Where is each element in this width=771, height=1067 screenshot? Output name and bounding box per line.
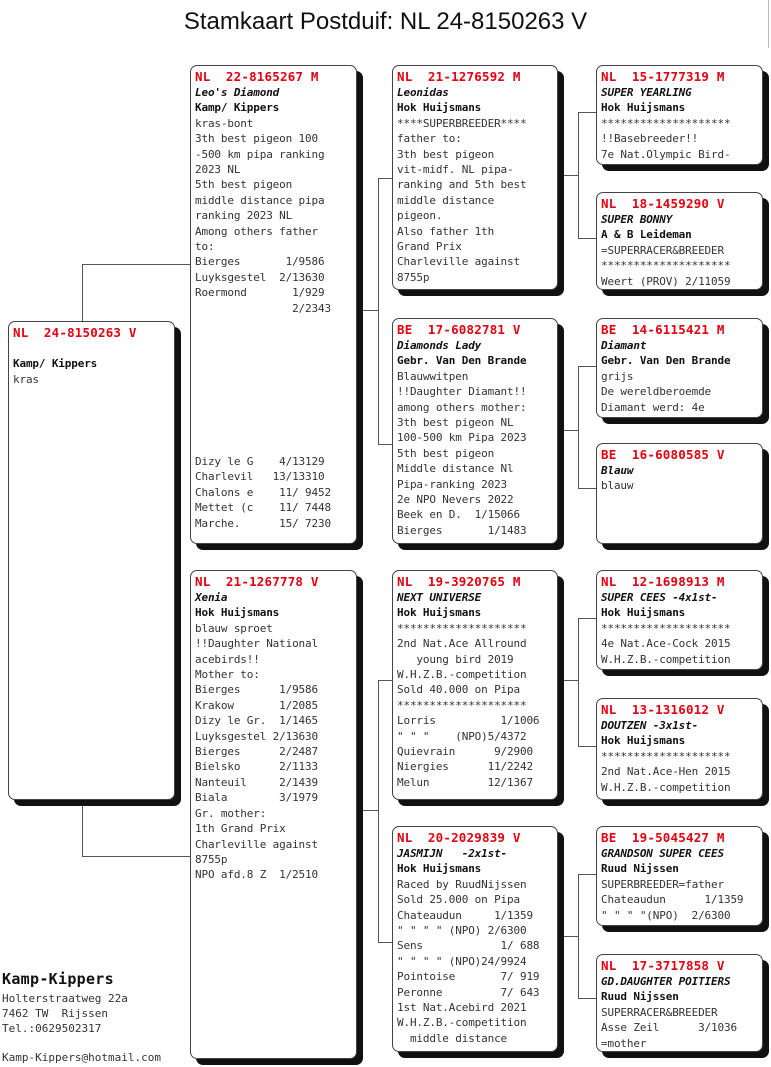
connector-line [578, 618, 579, 746]
connector-line [578, 746, 596, 747]
info-line: 8755p [397, 270, 430, 284]
pigeon-color: kras [13, 372, 39, 386]
pigeon-name: SUPER BONNY [601, 213, 673, 226]
ring-number: NL 13-1316012 V [601, 702, 725, 717]
ring-number: NL 22-8165267 M [195, 69, 319, 84]
info-line: Bierges 2/2487 [195, 745, 318, 759]
connector-line [578, 112, 596, 113]
info-line: Pointoise 7/ 919 [397, 970, 540, 984]
connector-line [578, 238, 596, 239]
connector-line [360, 310, 378, 311]
pigeon-name: Diamant [601, 339, 647, 352]
owner-name: Gebr. Van Den Brande [601, 354, 731, 368]
info-line: !!Daughter Diamant!! [397, 385, 527, 399]
info-line: ****SUPERBREEDER**** [397, 116, 527, 130]
info-line: grijs [601, 369, 634, 383]
info-line: Lorris 1/1006 [397, 714, 540, 728]
info-line: vit-midf. NL pipa- [397, 163, 514, 177]
info-line: Weert (PROV) 2/11059 [601, 274, 731, 288]
connector-line [578, 488, 596, 489]
owner-name: Ruud Nijssen [601, 990, 679, 1004]
ggp-card-7[interactable] [596, 826, 763, 926]
info-line: =mother [601, 1036, 647, 1050]
info-line: W.H.Z.B.-competition [601, 780, 731, 794]
ring-number: NL 24-8150263 V [13, 325, 137, 340]
pigeon-name: Blauw [601, 464, 634, 477]
info-line: 2nd Nat.Ace Allround [397, 637, 527, 651]
info-line: among others mother: [397, 400, 527, 414]
info-line: SUPERBREEDER=father [601, 877, 724, 891]
info-line: 1st Nat.Acebird 2021 [397, 1001, 527, 1015]
info-line: middle distance pipa [195, 193, 325, 207]
pigeon-name: Diamonds Lady [397, 339, 482, 352]
info-line: kras-bont [195, 116, 254, 130]
info-lines [601, 369, 758, 415]
info-line: Chalons e 11/ 9452 [195, 485, 331, 499]
info-line: ******************** [601, 259, 731, 273]
info-lines [195, 621, 352, 883]
info-line: Bierges 1/9586 [195, 683, 318, 697]
owner-name: Ruud Nijssen [601, 862, 679, 876]
owner-name: Hok Huijsmans [195, 606, 280, 620]
info-line: -500 km pipa ranking [195, 147, 325, 161]
info-line: 100-500 km Pipa 2023 [397, 431, 527, 445]
info-lines [397, 369, 553, 538]
info-lines [601, 621, 758, 667]
info-line: ******************** [601, 116, 731, 130]
info-line: !!Daughter National [195, 637, 318, 651]
ggp-card-5[interactable] [596, 570, 763, 670]
info-line: Biala 3/1979 [195, 791, 318, 805]
info-line: W.H.Z.B.-competition [397, 668, 527, 682]
owner-name: Kamp/ Kippers [195, 101, 280, 115]
pigeon-name: Leo's Diamond [195, 86, 280, 99]
dam-sire-card[interactable] [392, 570, 558, 800]
info-line: NPO afd.8 Z 1/2510 [195, 868, 318, 882]
info-line: Charleville against [195, 837, 318, 851]
info-line: ******************** [601, 621, 731, 635]
info-line: Mother to: [195, 668, 260, 682]
pigeon-card[interactable] [8, 321, 175, 800]
connector-line [578, 618, 596, 619]
info-line: W.H.Z.B.-competition [601, 652, 731, 666]
connector-line [378, 942, 392, 943]
info-lines [601, 749, 758, 795]
owner-name: Hok Huijsmans [601, 101, 686, 115]
breeder-phone: Tel.:0629502317 [2, 1022, 102, 1035]
connector-line [578, 998, 596, 999]
owner-name: A & B Leideman [601, 228, 692, 242]
info-line: Peronne 7/ 643 [397, 985, 540, 999]
breeder-city: 7462 TW Rijssen [2, 1007, 108, 1020]
info-line: Niergies 11/2242 [397, 760, 533, 774]
owner-name: Kamp/ Kippers [13, 357, 98, 371]
info-line: !!Basebreeder!! [601, 132, 699, 146]
info-lines [601, 243, 758, 289]
spacer [13, 341, 170, 356]
info-line: 5th best pigeon [195, 178, 293, 192]
ring-number: BE 17-6082781 V [397, 322, 521, 337]
info-line: middle distance [397, 1031, 508, 1045]
info-line: " " " (NPO)5/4372 [397, 729, 527, 743]
ring-number: BE 16-6080585 V [601, 447, 725, 462]
info-line: Bierges 1/1483 [397, 523, 527, 537]
ring-number: BE 19-5045427 M [601, 830, 725, 845]
owner-name: Hok Huijsmans [397, 606, 482, 620]
info-line: =SUPERRACER&BREEDER [601, 243, 724, 257]
connector-line [560, 680, 578, 681]
info-lines [601, 478, 758, 493]
info-line: 7e Nat.Olympic Bird- [601, 147, 731, 161]
result-lines [195, 454, 331, 531]
info-line: " " " " (NPO)24/9924 [397, 954, 527, 968]
info-line: ******************** [397, 621, 527, 635]
connector-line [560, 936, 578, 937]
info-line: Raced by RuudNijssen [397, 877, 527, 891]
info-lines [397, 116, 553, 285]
sire-card[interactable] [190, 65, 357, 544]
info-lines [601, 877, 758, 923]
info-line: young bird 2019 [397, 652, 514, 666]
info-line: 1th Grand Prix [195, 822, 286, 836]
info-line: 2023 NL [195, 163, 241, 177]
connector-line [578, 366, 579, 488]
connector-line [378, 178, 379, 444]
info-line: Krakow 1/2085 [195, 698, 318, 712]
ring-number: NL 18-1459290 V [601, 196, 725, 211]
info-line: Dizy le G 4/13129 [195, 455, 325, 468]
info-line: ******************** [397, 698, 527, 712]
info-line: pigeon. [397, 209, 443, 223]
info-line: Charlevil 13/13310 [195, 470, 325, 484]
connector-line [578, 874, 579, 998]
info-line: 2nd Nat.Ace-Hen 2015 [601, 765, 731, 779]
pigeon-name: Leonidas [397, 86, 449, 99]
info-line: Also father 1th [397, 224, 495, 238]
connector-line [82, 264, 83, 324]
info-line: ranking 2023 NL [195, 209, 293, 223]
sire-sire-card[interactable] [392, 65, 558, 290]
breeder-street: Holterstraatweg 22a [2, 992, 128, 1005]
connector-line [578, 112, 579, 238]
ring-number: NL 15-1777319 M [601, 69, 725, 84]
info-line: 8755p [195, 852, 228, 866]
info-line: Beek en D. 1/15066 [397, 508, 520, 522]
info-line: Charleville against [397, 255, 520, 269]
breeder-name: Kamp-Kippers [2, 970, 114, 988]
info-line: Luyksgestel 2/13630 [195, 729, 318, 743]
info-line: Chateaudun 1/1359 [601, 893, 744, 907]
owner-name: Hok Huijsmans [601, 606, 686, 620]
owner-name: Hok Huijsmans [397, 101, 482, 115]
dam-dam-card[interactable] [392, 826, 558, 1052]
connector-line [360, 810, 378, 811]
info-line: 2e NPO Nevers 2022 [397, 493, 514, 507]
info-line: Sold 25.000 on Pipa [397, 893, 520, 907]
info-line: blauw sproet [195, 621, 273, 635]
info-line: Quievrain 9/2900 [397, 745, 533, 759]
info-line: Gr. mother: [195, 806, 267, 820]
connector-line [560, 430, 578, 431]
pigeon-name: JASMIJN -2x1st- [397, 847, 508, 860]
info-line: middle distance [397, 193, 495, 207]
info-line: W.H.Z.B.-competition [397, 1016, 527, 1030]
info-line: Asse Zeil 3/1036 [601, 1021, 737, 1035]
dam-card[interactable] [190, 570, 357, 1059]
connector-line [378, 178, 392, 179]
info-line: father to: [397, 132, 462, 146]
info-line: Blauwwitpen [397, 369, 469, 383]
sire-dam-card[interactable] [392, 318, 558, 544]
pigeon-name: Xenia [195, 591, 228, 604]
ring-number: BE 14-6115421 M [601, 322, 725, 337]
info-line: Marche. 15/ 7230 [195, 516, 331, 530]
ring-number: NL 20-2029839 V [397, 830, 521, 845]
connector-line [82, 856, 192, 857]
connector-line [560, 175, 578, 176]
connector-line [578, 874, 596, 875]
info-line: 3th best pigeon [397, 147, 495, 161]
breeder-email[interactable]: Kamp-Kippers@hotmail.com [2, 1051, 161, 1064]
info-lines [601, 1005, 758, 1051]
info-line: acebirds!! [195, 652, 260, 666]
info-line: Bielsko 2/1133 [195, 760, 318, 774]
info-line: 2/2343 [195, 301, 331, 315]
ring-number: NL 19-3920765 M [397, 574, 521, 589]
owner-name: Gebr. Van Den Brande [397, 354, 527, 368]
pigeon-name: DOUTZEN -3x1st- [601, 719, 699, 732]
info-line: Roermond 1/929 [195, 286, 325, 300]
info-lines [397, 877, 553, 1046]
info-line: 4e Nat.Ace-Cock 2015 [601, 637, 731, 651]
info-lines [397, 621, 553, 790]
edge-rule [768, 0, 769, 48]
info-line: ******************** [601, 749, 731, 763]
info-line: Grand Prix [397, 240, 462, 254]
ring-number: NL 21-1267778 V [195, 574, 319, 589]
ring-number: NL 12-1698913 M [601, 574, 725, 589]
info-line: blauw [601, 479, 634, 493]
pigeon-name: SUPER YEARLING [601, 86, 692, 99]
info-line: " " " "(NPO) 2/6300 [601, 908, 731, 922]
info-line: 5th best pigeon [397, 446, 495, 460]
info-line: Chateaudun 1/1359 [397, 908, 533, 922]
ggp-card-8[interactable] [596, 954, 763, 1052]
connector-line [378, 680, 392, 681]
info-line: Nanteuil 2/1439 [195, 775, 318, 789]
info-line: Diamant werd: 4e [601, 400, 705, 414]
connector-line [378, 680, 379, 942]
connector-line [578, 366, 596, 367]
info-line: Middle distance Nl [397, 462, 514, 476]
info-line: Luyksgestel 2/13630 [195, 270, 325, 284]
info-line: Melun 12/1367 [397, 775, 533, 789]
info-line: " " " " (NPO) 2/6300 [397, 924, 527, 938]
page-title: Stamkaart Postduif: NL 24-8150263 V [183, 8, 588, 35]
ggp-card-2[interactable] [596, 192, 763, 290]
info-line: De wereldberoemde [601, 385, 712, 399]
info-lines [601, 116, 758, 162]
info-line: Mettet (c 11/ 7448 [195, 501, 331, 515]
pigeon-name: GRANDSON SUPER CEES [601, 847, 724, 860]
info-line: Among others father [195, 224, 318, 238]
pigeon-name: NEXT UNIVERSE [397, 591, 482, 604]
info-line: Bierges 1/9586 [195, 255, 325, 269]
info-line: SUPERRACER&BREEDER [601, 1005, 718, 1019]
connector-line [378, 444, 392, 445]
info-line: 3th best pigeon 100 [195, 132, 318, 146]
pigeon-name: GD.DAUGHTER POITIERS [601, 975, 731, 988]
info-line: Pipa-ranking 2023 [397, 477, 508, 491]
ggp-card-6[interactable] [596, 698, 763, 800]
info-lines [195, 116, 352, 316]
info-line: to: [195, 240, 215, 254]
info-line: 3th best pigeon NL [397, 416, 514, 430]
connector-line [82, 264, 192, 265]
ggp-card-1[interactable] [596, 65, 763, 165]
owner-name: Hok Huijsmans [397, 862, 482, 876]
info-line: Sold 40.000 on Pipa [397, 683, 520, 697]
owner-name: Hok Huijsmans [601, 734, 686, 748]
pigeon-name: SUPER CEES -4x1st- [601, 591, 718, 604]
info-line: Dizy le Gr. 1/1465 [195, 714, 318, 728]
connector-line [82, 800, 83, 856]
ggp-card-3[interactable] [596, 318, 763, 418]
ggp-card-4[interactable] [596, 443, 763, 544]
info-line: ranking and 5th best [397, 178, 527, 192]
ring-number: NL 21-1276592 M [397, 69, 521, 84]
ring-number: NL 17-3717858 V [601, 958, 725, 973]
info-line: Sens 1/ 688 [397, 939, 540, 953]
